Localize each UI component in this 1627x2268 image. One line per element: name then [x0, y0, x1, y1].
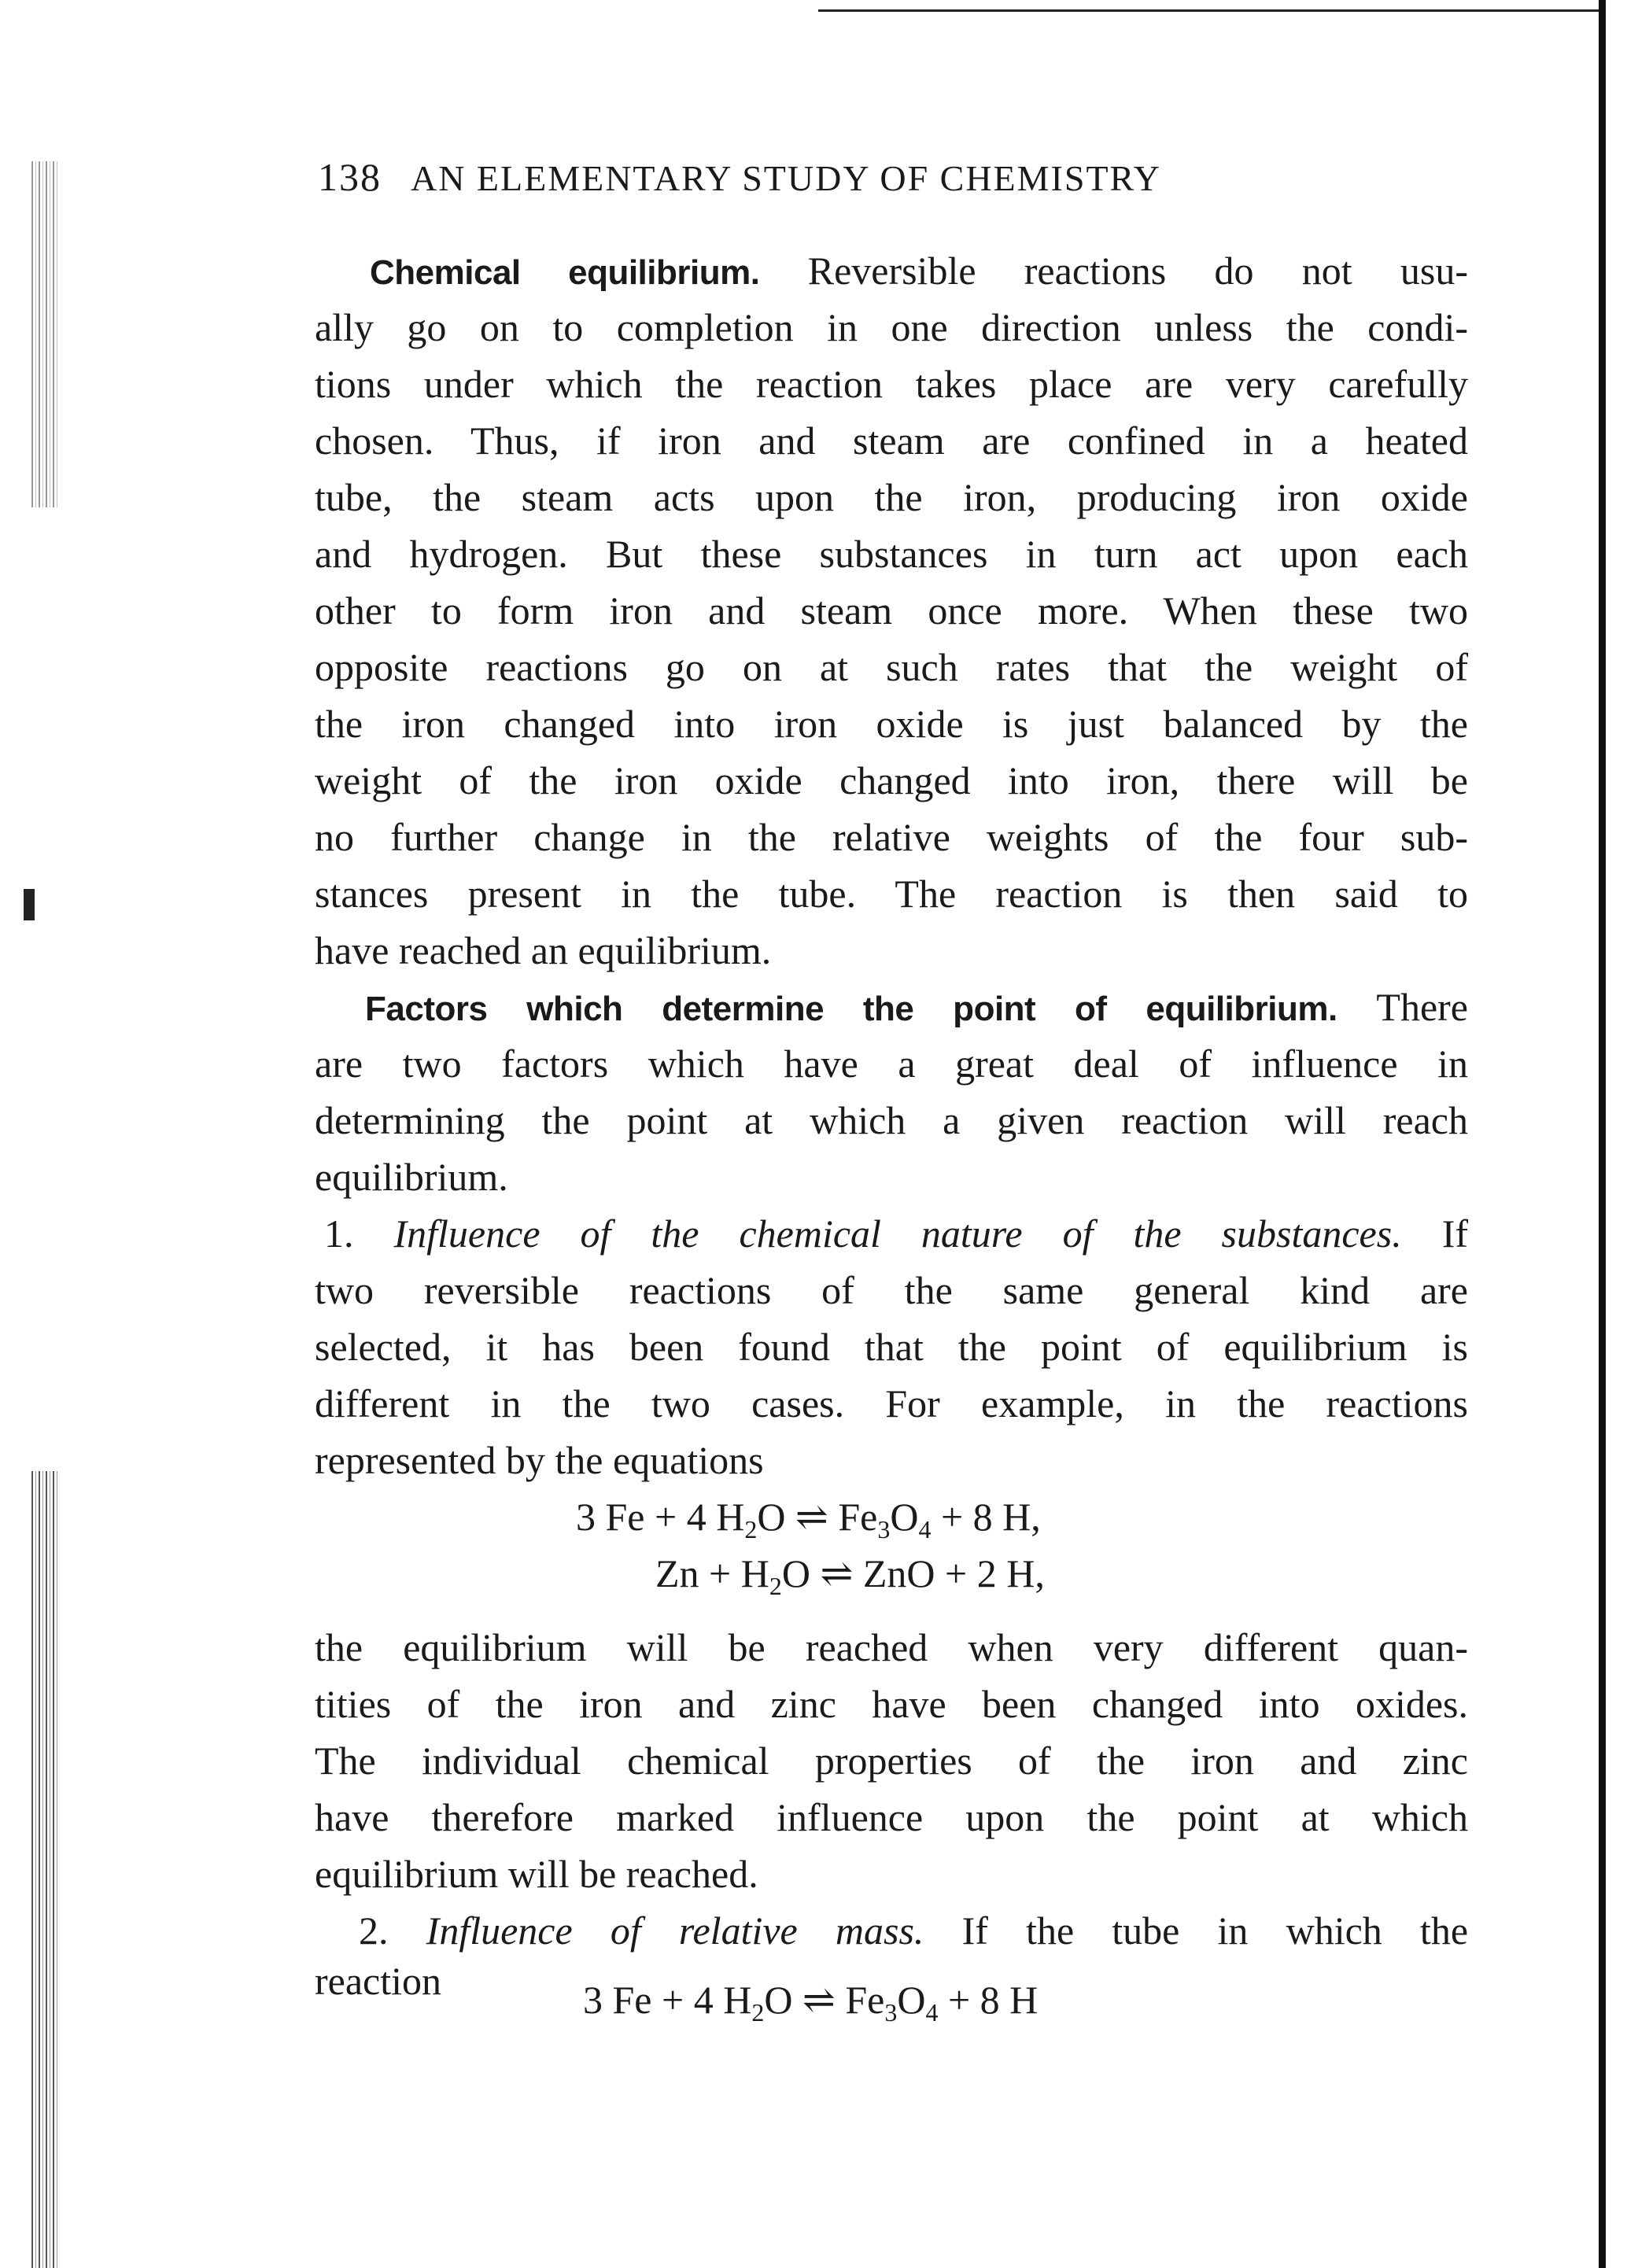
equation-text: Zn + H	[655, 1551, 769, 1595]
line-text: tities of the iron and zinc have been changed into oxides.	[315, 1682, 1468, 1726]
subscript: 3	[877, 1515, 891, 1543]
line-text: selected, it has been found that the point of equilibrium is	[315, 1325, 1468, 1369]
line-text: If	[1401, 1211, 1468, 1256]
text-line	[315, 299, 1468, 356]
text-line	[315, 1789, 1468, 1846]
text-line	[315, 695, 1468, 752]
text-line	[315, 469, 1468, 526]
line-text: chosen. Thus, if iron and steam are confined in a heated	[315, 419, 1468, 463]
binding-scan-artifact	[24, 889, 35, 920]
text-line	[315, 412, 1468, 469]
italic-heading: Influence of the chemical nature of the substances.	[393, 1211, 1402, 1256]
equation-text: + 8 H,	[931, 1495, 1041, 1539]
text-line	[315, 1205, 1468, 1262]
binding-scan-artifact	[31, 1471, 60, 2268]
text-line	[315, 1262, 1468, 1318]
paragraph-heading: Chemical equilibrium.	[370, 253, 760, 292]
text-line	[315, 1149, 1468, 1205]
text-line	[315, 1619, 1468, 1676]
subscript: 4	[925, 1998, 939, 2026]
line-text: There	[1337, 985, 1468, 1029]
line-text: stances present in the tube. The reaction is then said to	[315, 872, 1468, 916]
subscript: 2	[751, 1998, 765, 2026]
text-line	[315, 526, 1468, 582]
line-text: the iron changed into iron oxide is just balanced by the	[315, 702, 1468, 746]
top-rule	[818, 9, 1605, 12]
paragraph-heading: Factors which determine the point of equilibrium.	[365, 990, 1337, 1028]
line-text: have reached an equilibrium.	[315, 928, 772, 972]
line-text: other to form iron and steam once more. When these two	[315, 588, 1468, 632]
chemical-equation	[576, 1488, 1041, 1545]
running-header	[318, 154, 1161, 200]
text-line	[315, 582, 1468, 639]
line-text: reaction	[315, 1959, 442, 2003]
binding-scan-artifact	[31, 161, 60, 507]
text-line	[315, 1902, 1468, 1959]
line-text: If the tube in which the	[924, 1908, 1469, 1953]
subscript: 4	[918, 1515, 932, 1543]
text-line	[315, 752, 1468, 809]
text-line	[315, 979, 1468, 1035]
equation-line	[315, 1545, 1468, 1602]
equation-line	[315, 1488, 1468, 1545]
page-number: 138	[318, 155, 382, 199]
line-text: Reversible reactions do not usu-	[759, 249, 1468, 293]
line-text: The individual chemical properties of the iron and zinc	[315, 1739, 1468, 1783]
text-line	[315, 242, 1468, 299]
equation-text: O	[890, 1495, 919, 1539]
paragraph-gap	[315, 1602, 1468, 1619]
subscript: 2	[769, 1572, 782, 1600]
text-line	[315, 865, 1468, 922]
subscript: 2	[744, 1515, 758, 1543]
text-line	[315, 1432, 1468, 1488]
line-text: opposite reactions go on at such rates that the weight of	[315, 645, 1468, 689]
text-line	[315, 1092, 1468, 1149]
line-text: tube, the steam acts upon the iron, producing iron oxide	[315, 475, 1468, 519]
line-text: represented by the equations	[315, 1438, 764, 1482]
line-text: equilibrium.	[315, 1155, 508, 1199]
page-body	[315, 242, 1469, 2026]
line-text: weight of the iron oxide changed into iron, there will be	[315, 758, 1468, 802]
line-text: tions under which the reaction takes place are very carefully	[315, 362, 1468, 406]
equation-text: O ⇌ Fe	[764, 1978, 885, 2022]
line-text: equilibrium will be reached.	[315, 1852, 758, 1896]
text-line	[315, 922, 1468, 979]
line-text: and hydrogen. But these substances in turn act upon each	[315, 532, 1468, 576]
chemical-equation	[583, 1971, 1038, 2028]
text-line	[315, 1846, 1468, 1902]
text-line	[315, 356, 1468, 412]
line-text: the equilibrium will be reached when very different quan-	[315, 1625, 1468, 1669]
line-text: two reversible reactions of the same general kind are	[315, 1268, 1468, 1312]
text-line	[315, 1676, 1468, 1732]
text-line	[315, 639, 1468, 695]
line-text: different in the two cases. For example, in the reactions	[315, 1381, 1468, 1425]
text-line	[315, 1035, 1468, 1092]
italic-heading: Influence of relative mass.	[426, 1908, 924, 1953]
line-text: are two factors which have a great deal of influence in	[315, 1042, 1468, 1086]
line-text: ally go on to completion in one direction unless the condi-	[315, 305, 1468, 349]
page-edge-shadow	[1599, 0, 1606, 2268]
equation-text: O	[897, 1978, 926, 2022]
text-line	[315, 1318, 1468, 1375]
equation-text: O ⇌ Fe	[757, 1495, 878, 1539]
line-text: determining the point at which a given reaction will reach	[315, 1098, 1468, 1142]
line-text: no further change in the relative weights of the four sub-	[315, 815, 1468, 859]
text-line	[315, 1375, 1468, 1432]
chemical-equation	[655, 1545, 1045, 1602]
line-text: 2.	[359, 1908, 426, 1953]
line-text: 1.	[324, 1211, 394, 1256]
equation-text: + 8 H	[938, 1978, 1039, 2022]
text-line	[315, 809, 1468, 865]
equation-text: 3 Fe + 4 H	[576, 1495, 745, 1539]
line-text: have therefore marked influence upon the point at which	[315, 1795, 1468, 1839]
running-title: AN ELEMENTARY STUDY OF CHEMISTRY	[410, 158, 1161, 198]
subscript: 3	[884, 1998, 898, 2026]
equation-line	[315, 1959, 1468, 2026]
text-line	[315, 1732, 1468, 1789]
equation-text: O ⇌ ZnO + 2 H,	[781, 1551, 1045, 1595]
equation-text: 3 Fe + 4 H	[583, 1978, 752, 2022]
